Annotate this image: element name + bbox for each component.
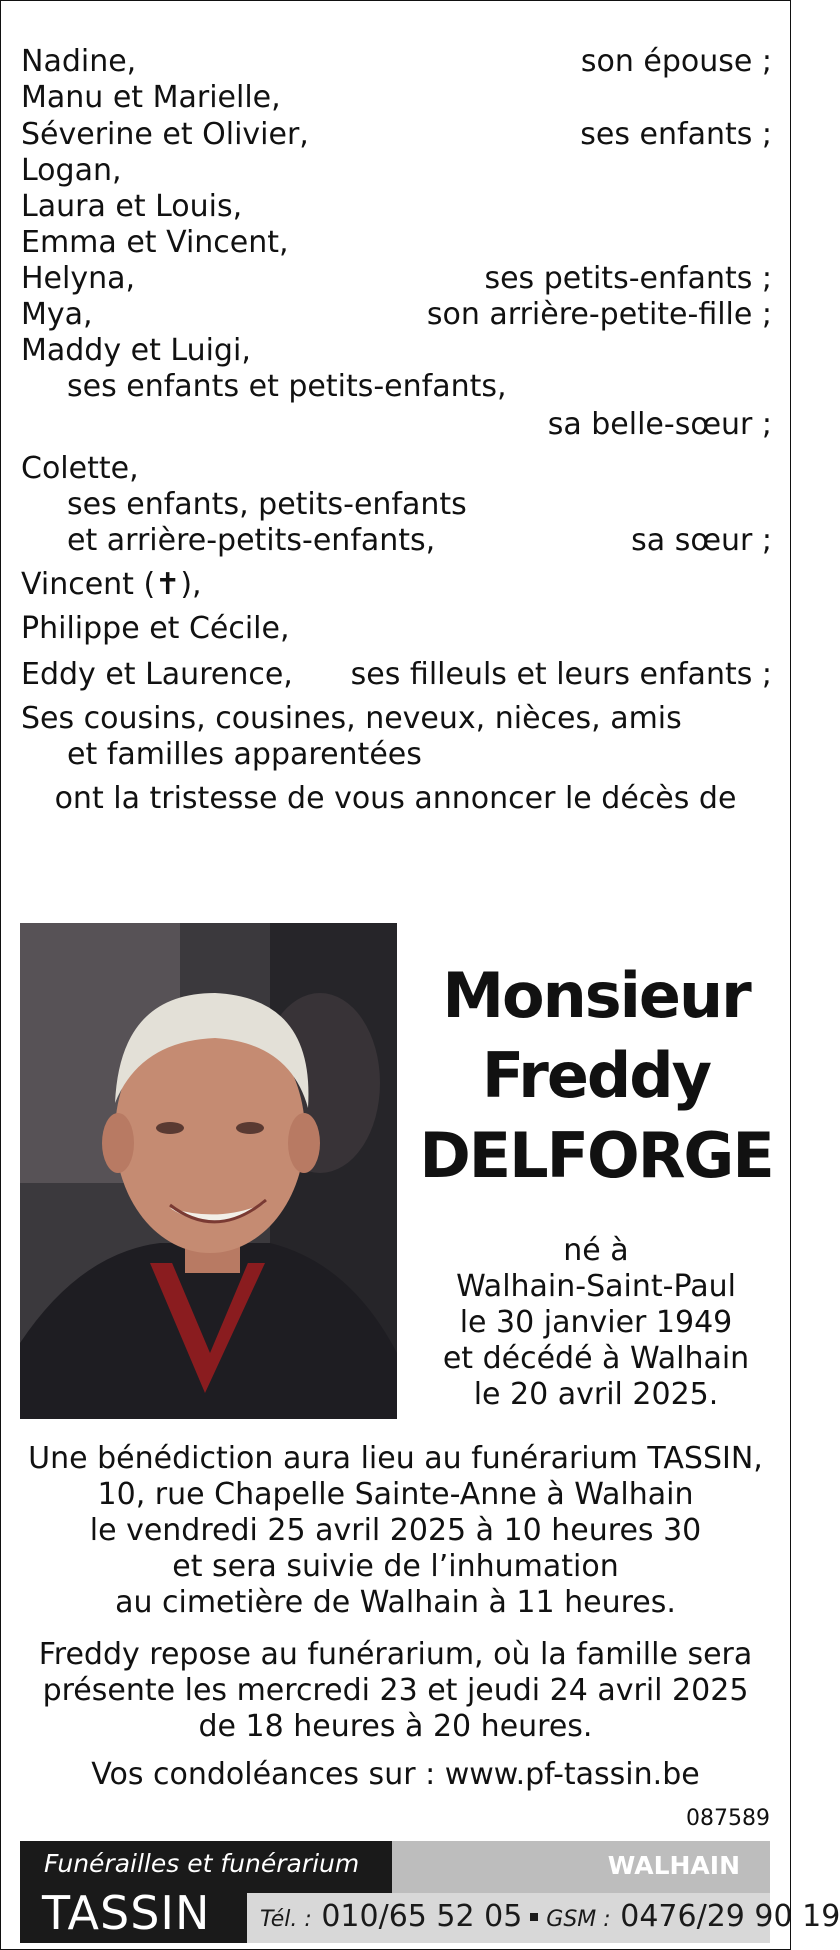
ceremony-line: le vendredi 25 avril 2025 à 10 heures 30 (89, 1513, 702, 1548)
deceased-first-name: Freddy (481, 1039, 711, 1112)
funeral-home-banner (20, 1841, 840, 1943)
reference-number: 087589 (686, 1806, 770, 1831)
deceased-last-name: DELFORGE (419, 1119, 773, 1192)
portrait-illustration (20, 923, 397, 1419)
gsm-number: 0476/29 90 19 (620, 1899, 840, 1934)
ceremony-line: au cimetière de Walhain à 11 heures. (115, 1585, 676, 1620)
visitation-line: de 18 heures à 20 heures. (198, 1709, 593, 1744)
banner-city: WALHAIN (607, 1851, 740, 1880)
announcement: ont la tristesse de vous annoncer le décès de (54, 781, 737, 816)
birth-death-detail: Walhain-Saint-Paul (456, 1269, 736, 1304)
banner-brand: TASSIN (42, 1886, 211, 1940)
tel-label: Tél. : (260, 1907, 312, 1932)
banner-phones (260, 1899, 840, 1938)
visitation-line: présente les mercredi 23 et jeudi 24 avril 2025 (42, 1673, 749, 1708)
banner-tagline: Funérailles et funérarium (44, 1849, 360, 1878)
ceremony-line: 10, rue Chapelle Sainte-Anne à Walhain (97, 1477, 694, 1512)
birth-death-detail: et décédé à Walhain (442, 1341, 750, 1376)
visitation-line: Freddy repose au funérarium, où la famille sera (38, 1637, 753, 1672)
tel-number: 010/65 52 05 (321, 1899, 523, 1934)
birth-death-detail: le 20 avril 2025. (473, 1377, 719, 1412)
condolences-line: Vos condoléances sur : www.pf-tassin.be (91, 1757, 700, 1792)
birth-death-detail: le 30 janvier 1949 (459, 1305, 733, 1340)
ceremony-line: et sera suivie de l’inhumation (172, 1549, 619, 1584)
obituary-notice: Nadine, son épouse ; Manu et Marielle, Séverine et Olivier, ses enfants ; Logan, Laura et Louis, Emma et Vincent, Helyna, ses petits-enfants ; Mya, son arrière-petite-fille ; Maddy et Luigi, ses enfants et petits-enfants, sa belle-sœur ; Colette, ses enfants, petits-enfants et arrière-petits-enfants, sa sœur ; Vincent (✝), Philippe et Cécile, Eddy et Laurence, ses filleuls et leurs enfants ; Ses cousins, cousines, neveux, nièces, amis et familles apparentées ont la tristesse de vous annoncer le décès de Monsieur Freddy DELFORGE né à Walhain-Saint-Paul le 30 janvier 1949 et décédé à Walhain le 20 avril 2025. Une bénédiction aura lieu au funérarium TASSIN, 10, rue Chapelle Sainte-Anne à Walhain le vendredi 25 avril 2025 à 10 heures 30 et sera suivie de l’inhumation au cimetière de Walhain à 11 heures. Freddy repose au funérarium, où la famille sera présente les mercredi 23 et jeudi 24 avril 2025 de 18 heures à 20 heures. Vos condoléances sur : www.pf-tassin.be 087589 Funérailles et funérarium TASSIN WALHAIN Tél. : 010/65 52 05 GSM : 0476/29 90 19 (0, 0, 791, 1950)
separator-square-icon (530, 1913, 538, 1921)
gsm-label: GSM : (546, 1907, 611, 1932)
portrait-photo (20, 923, 397, 1419)
deceased-title: Monsieur (442, 959, 750, 1032)
birth-death-detail: né à (563, 1233, 629, 1268)
ceremony-line: Une bénédiction aura lieu au funérarium TASSIN, (28, 1441, 763, 1476)
